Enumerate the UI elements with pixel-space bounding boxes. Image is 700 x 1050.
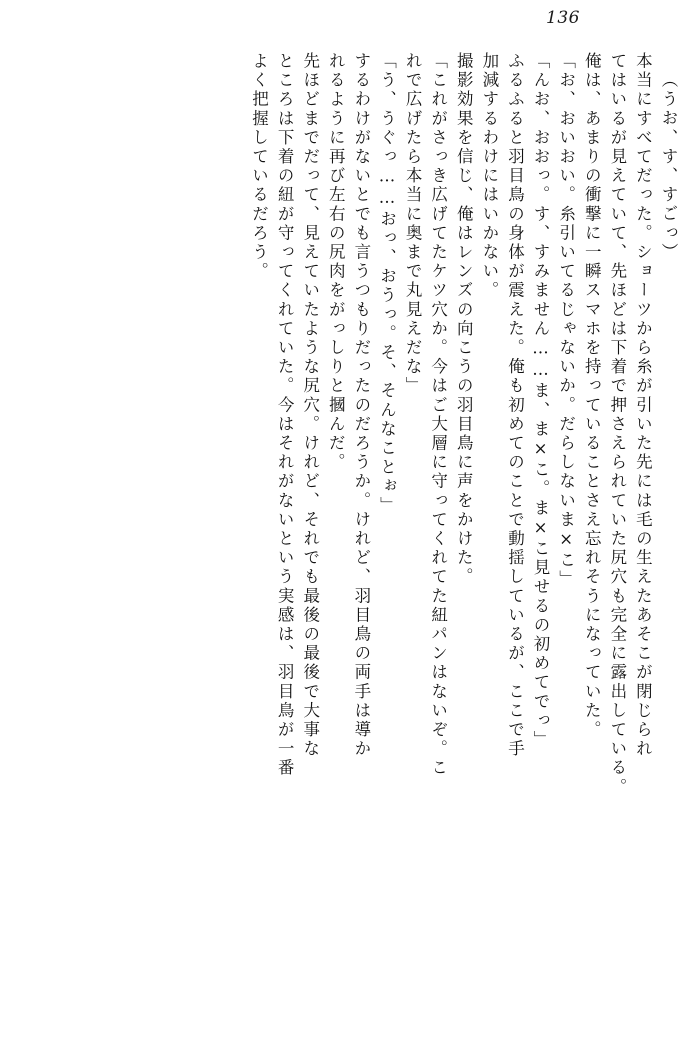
- text-line: ふるふると羽目鳥の身体が震えた。俺も初めてのことで動揺しているが、ここで手: [505, 52, 525, 759]
- text-line: 先ほどまでだって、見えていたような尻穴。けれど、それでも最後の最後で大事な: [300, 52, 320, 759]
- text-line: れるように再び左右の尻肉をがっしりと摑んだ。: [326, 52, 346, 473]
- text-line: てはいるが見えていて、先ほどは下着で押さえられていた尻穴も完全に露出している。: [607, 52, 627, 797]
- text-line: 「んお、おおっ。す、すみません……ま、ま×こ。ま×こ見せるの初めてでっ」: [531, 52, 551, 750]
- text-line: 「これがさっき広げてたケツ穴か。今はご大層に守ってくれてた紐パンはないぞ。こ: [428, 52, 448, 778]
- text-line: （うお、す、すごっ）: [659, 71, 678, 262]
- text-line: するわけがないとでも言うつもりだったのだろうか。けれど、羽目鳥の両手は導か: [351, 52, 371, 759]
- text-line: 撮影効果を信じ、俺はレンズの向こうの羽目鳥に声をかけた。: [454, 52, 474, 587]
- text-line: ところは下着の紐が守ってくれていた。今はそれがないという実感は、羽目鳥が一番: [275, 52, 295, 778]
- text-line: 「お、おいおい。糸引いてるじゃないか。だらしないま×こ」: [556, 52, 576, 590]
- vertical-text-body: [24, 52, 676, 1012]
- text-line: 俺は、あまりの衝撃に一瞬スマホを持っていることさえ忘れそうになっていた。: [582, 52, 602, 740]
- text-line: れで広げたら本当に奥まで丸見えだな」: [403, 52, 423, 396]
- text-line: 「う、うぐっ……おっ、おうっ。そ、そんなことぉ」: [377, 52, 397, 516]
- page-number: 136: [546, 8, 580, 28]
- text-line: よく把握しているだろう。: [249, 52, 269, 282]
- text-line: 本当にすべてだった。ショーツから糸が引いた先には毛の生えたあそこが閉じられ: [633, 52, 653, 759]
- text-line: 加減するわけにはいかない。: [479, 52, 499, 301]
